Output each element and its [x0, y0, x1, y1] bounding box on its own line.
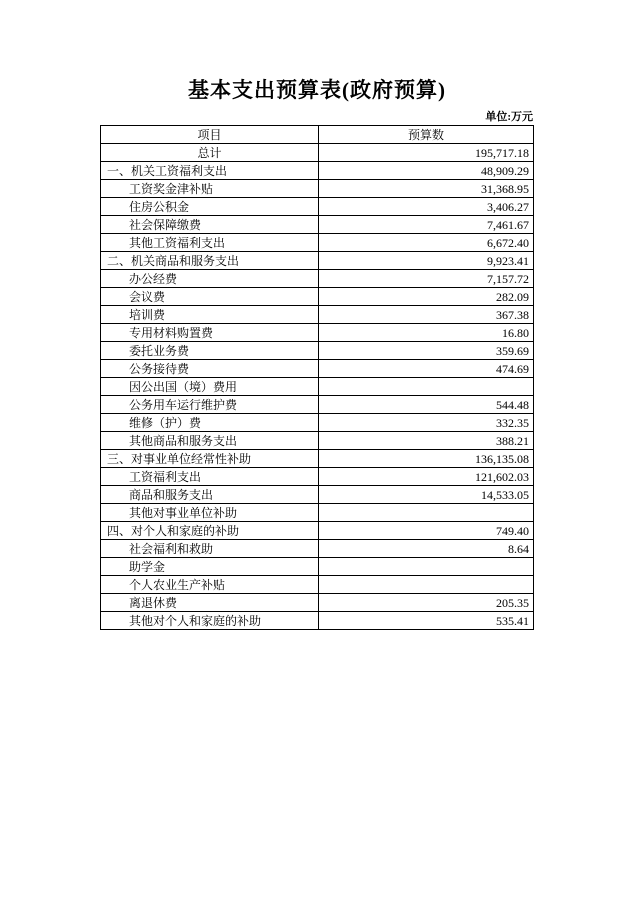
value-cell: 749.40: [319, 522, 534, 540]
unit-label: 单位:万元: [485, 111, 533, 123]
value-cell: [319, 576, 534, 594]
value-cell: 6,672.40: [319, 234, 534, 252]
table-row: [101, 396, 534, 414]
table-row: [101, 378, 534, 396]
item-cell: 维修（护）费: [101, 414, 319, 432]
table-row: [101, 540, 534, 558]
value-cell: 7,157.72: [319, 270, 534, 288]
item-cell: 工资奖金津补贴: [101, 180, 319, 198]
table-row: [101, 360, 534, 378]
value-cell: 205.35: [319, 594, 534, 612]
value-cell: 14,533.05: [319, 486, 534, 504]
item-cell: 工资福利支出: [101, 468, 319, 486]
page-title: 基本支出预算表(政府预算): [188, 78, 446, 102]
item-cell: 委托业务费: [101, 342, 319, 360]
table-row: [101, 306, 534, 324]
value-cell: 9,923.41: [319, 252, 534, 270]
item-cell: 培训费: [101, 306, 319, 324]
table-row: [101, 288, 534, 306]
table-row: [101, 198, 534, 216]
item-cell: 二、机关商品和服务支出: [101, 252, 319, 270]
value-cell: 3,406.27: [319, 198, 534, 216]
value-cell: 544.48: [319, 396, 534, 414]
item-cell: 专用材料购置费: [101, 324, 319, 342]
table-row: [101, 612, 534, 630]
value-cell: 195,717.18: [319, 144, 534, 162]
table-row: [101, 594, 534, 612]
table-row: [101, 144, 534, 162]
item-cell: 其他对事业单位补助: [101, 504, 319, 522]
item-cell: 办公经费: [101, 270, 319, 288]
value-cell: 31,368.95: [319, 180, 534, 198]
table-row: [101, 522, 534, 540]
value-cell: 136,135.08: [319, 450, 534, 468]
table-row: [101, 450, 534, 468]
value-cell: 16.80: [319, 324, 534, 342]
table-row: [101, 162, 534, 180]
value-cell: 121,602.03: [319, 468, 534, 486]
value-cell: 48,909.29: [319, 162, 534, 180]
item-cell: 助学金: [101, 558, 319, 576]
item-cell: 其他工资福利支出: [101, 234, 319, 252]
value-cell: 359.69: [319, 342, 534, 360]
item-cell: 住房公积金: [101, 198, 319, 216]
table-row: [101, 324, 534, 342]
item-cell: 公务用车运行维护费: [101, 396, 319, 414]
value-cell: 535.41: [319, 612, 534, 630]
table-row: [101, 414, 534, 432]
item-cell: 公务接待费: [101, 360, 319, 378]
table-row: [101, 558, 534, 576]
table-row: [101, 576, 534, 594]
table-row: [101, 270, 534, 288]
item-cell: 个人农业生产补贴: [101, 576, 319, 594]
table-row: [101, 432, 534, 450]
value-cell: 332.35: [319, 414, 534, 432]
item-cell: 一、机关工资福利支出: [101, 162, 319, 180]
value-cell: 8.64: [319, 540, 534, 558]
table-row: [101, 468, 534, 486]
table-row: [101, 342, 534, 360]
item-cell: 社会保障缴费: [101, 216, 319, 234]
item-cell: 商品和服务支出: [101, 486, 319, 504]
column-header-item: 项目: [101, 126, 319, 144]
table-row: [101, 486, 534, 504]
item-cell: 四、对个人和家庭的补助: [101, 522, 319, 540]
value-cell: [319, 504, 534, 522]
table-row: [101, 216, 534, 234]
item-cell: 会议费: [101, 288, 319, 306]
column-header-budget: 预算数: [319, 126, 534, 144]
table-row: [101, 252, 534, 270]
value-cell: 282.09: [319, 288, 534, 306]
value-cell: [319, 378, 534, 396]
value-cell: 474.69: [319, 360, 534, 378]
value-cell: 7,461.67: [319, 216, 534, 234]
value-cell: 367.38: [319, 306, 534, 324]
table-row: [101, 504, 534, 522]
budget-table: [100, 125, 534, 630]
item-cell: 其他对个人和家庭的补助: [101, 612, 319, 630]
item-cell: 因公出国（境）费用: [101, 378, 319, 396]
item-cell: 社会福利和救助: [101, 540, 319, 558]
item-cell: 总计: [101, 144, 319, 162]
table-row: [101, 234, 534, 252]
item-cell: 其他商品和服务支出: [101, 432, 319, 450]
header-row: [101, 126, 534, 144]
item-cell: 三、对事业单位经常性补助: [101, 450, 319, 468]
value-cell: [319, 558, 534, 576]
item-cell: 离退休费: [101, 594, 319, 612]
table-row: [101, 180, 534, 198]
value-cell: 388.21: [319, 432, 534, 450]
